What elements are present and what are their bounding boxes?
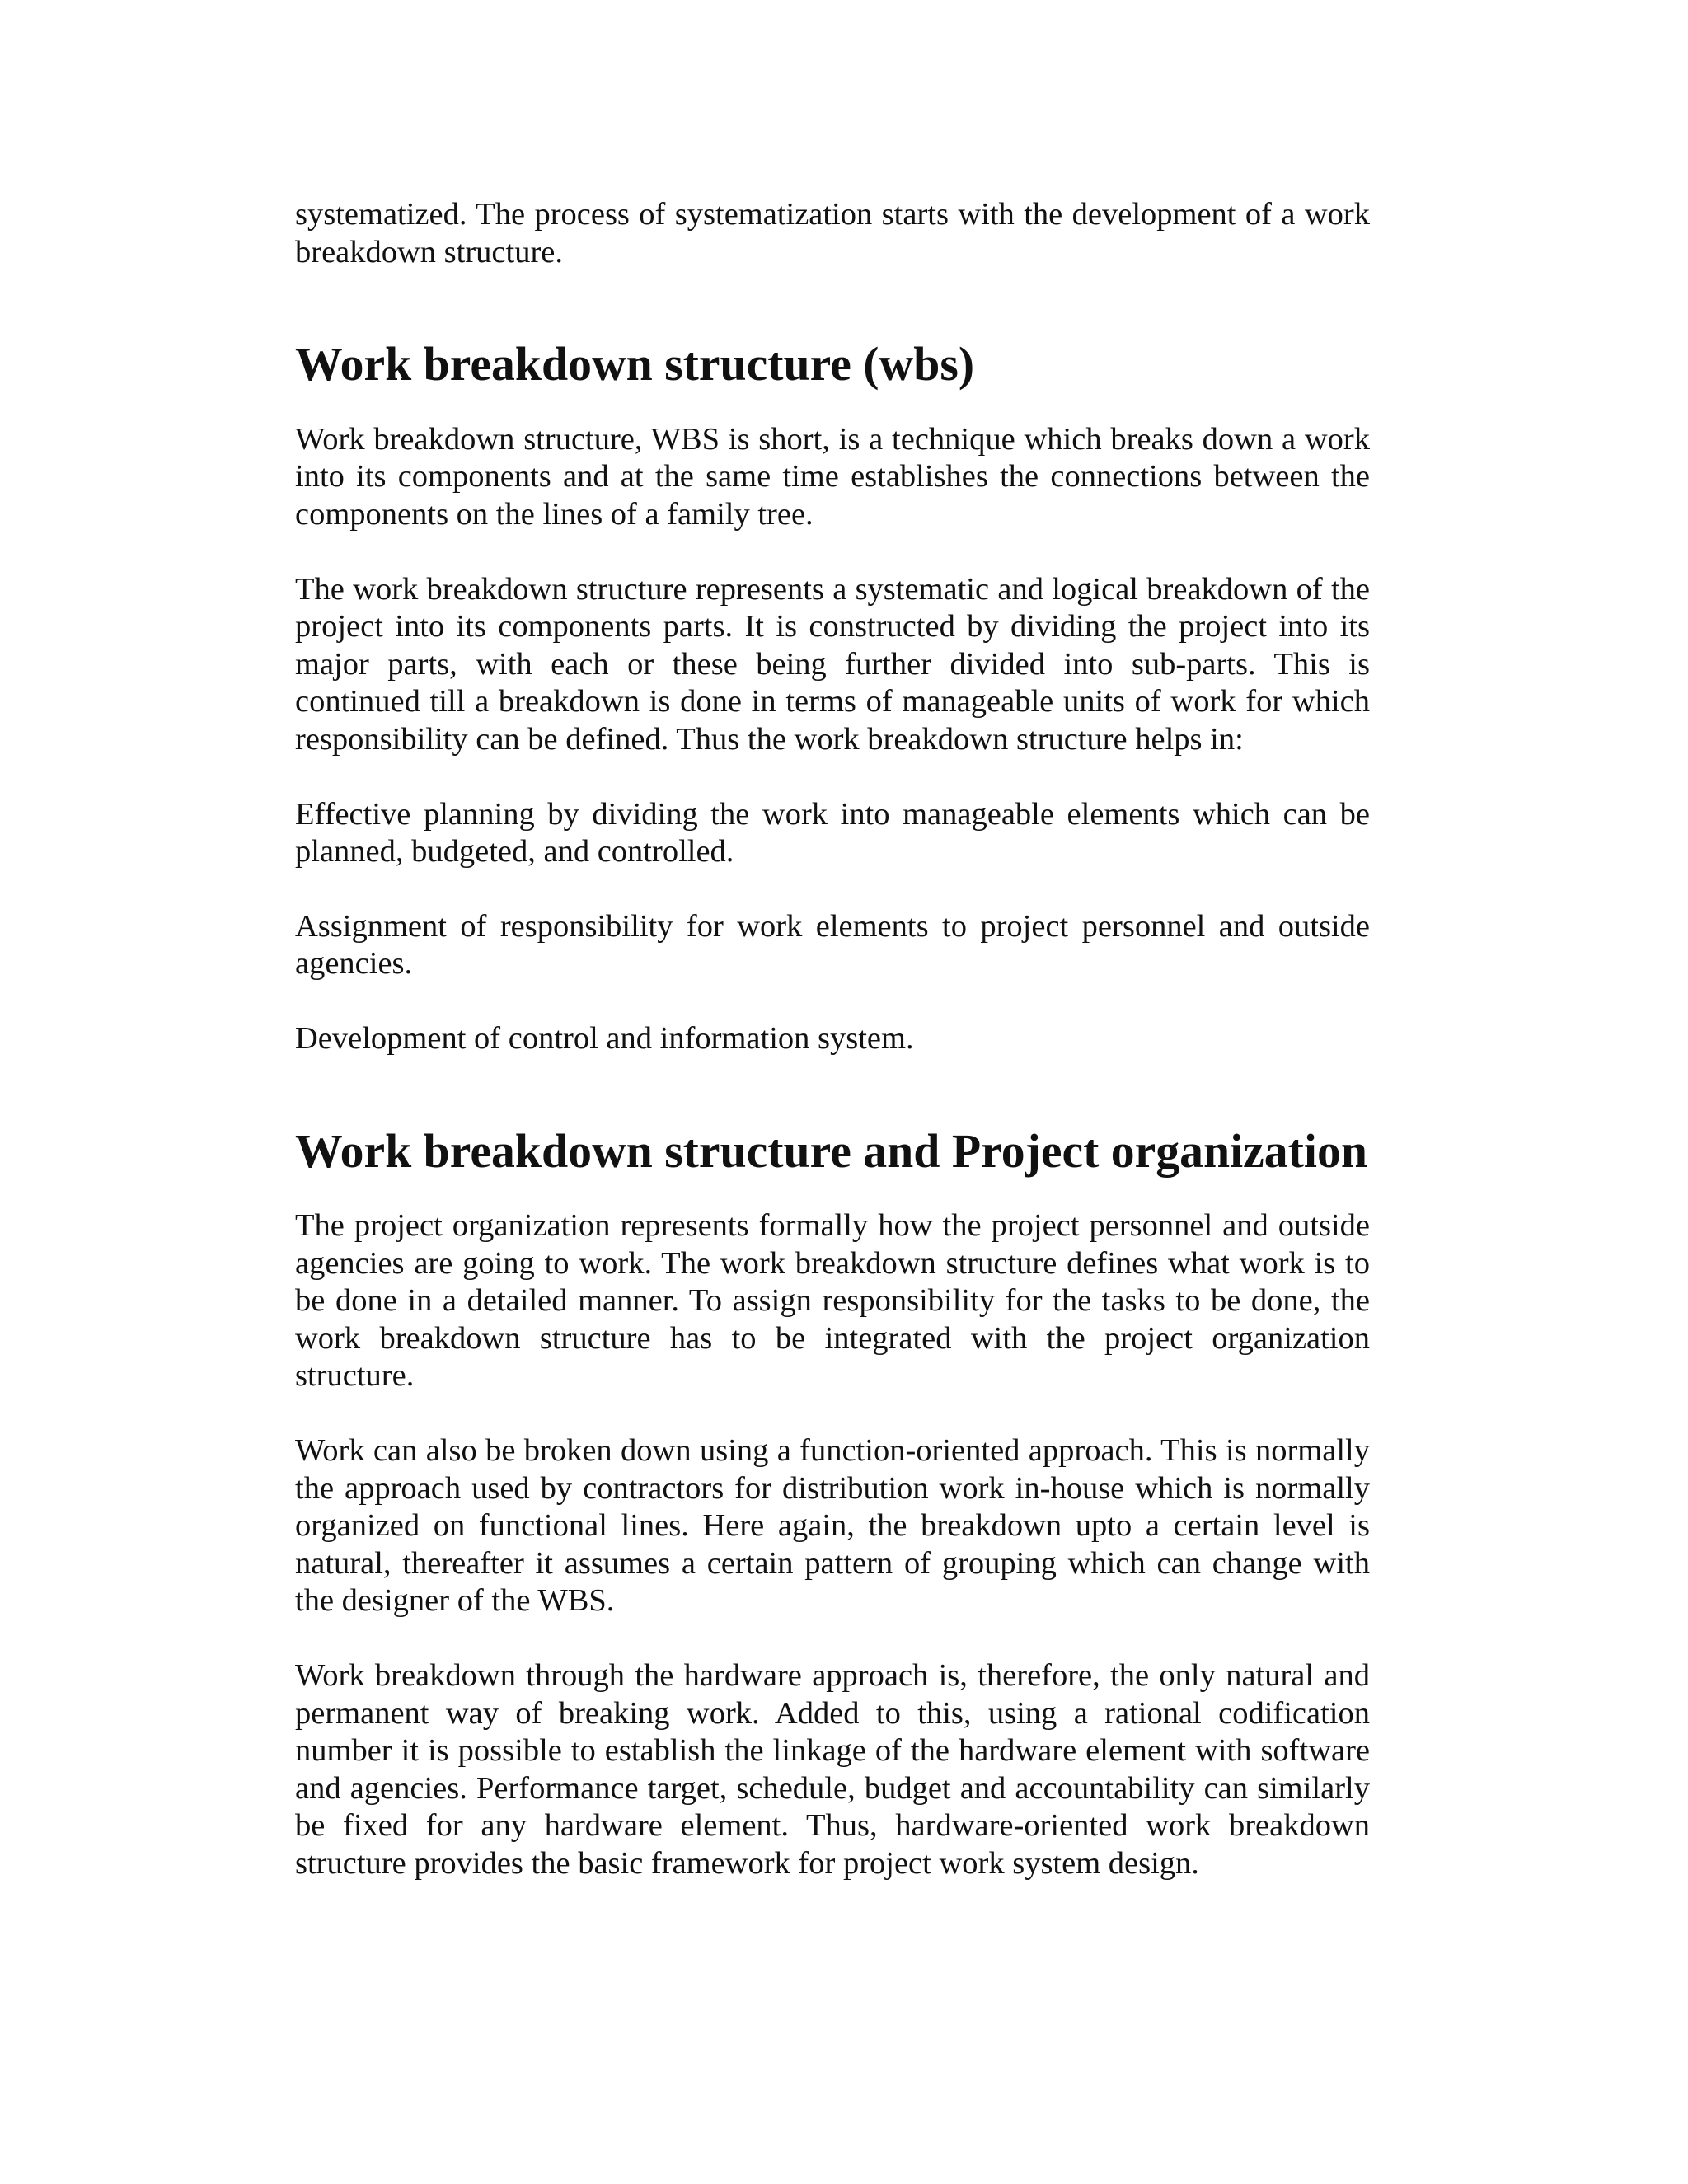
paragraph-hardware-approach: Work breakdown through the hardware approach is, therefore, the only natural and permanent way of breaking work. Added to this, using a rational codification number it is possible to establish the linkage of the hardware element with software and agencies. Performance target, schedule, budget and accountability can similarly be fixed for any hardware element. Thus, hardware-oriented work breakdown structure provides the basic framework for project work system design. xyxy=(295,1658,1370,1881)
paragraph-systematized: systematized. The process of systematization starts with the development of a work breakdown structure. xyxy=(295,197,1370,269)
paragraph-assignment-responsibility: Assignment of responsibility for work elements to project personnel and outside agencies. xyxy=(295,908,1370,982)
paragraph-wbs-represents: The work breakdown structure represents a systematic and logical breakdown of the project into its components parts. It is constructed by dividing the project into its major parts, with each or these being further divided into sub-parts. This is continued till a breakdown is done in terms of manageable units of work for which responsibility can be defined. Thus the work breakdown structure helps in: xyxy=(295,571,1370,757)
paragraph-project-organization: The project organization represents formally how the project personnel and outside agencies are going to work. The work breakdown structure defines what work is to be done in a detailed manner. To assign responsibility for the tasks to be done, the work breakdown structure has to be integrated with the project organization structure. xyxy=(295,1208,1370,1394)
paragraph-control-system: Development of control and information system. xyxy=(295,1020,914,1056)
document-page xyxy=(295,196,1370,1883)
heading-wbs-project-organization: Work breakdown structure and Project organization xyxy=(295,1125,1367,1178)
paragraph-effective-planning: Effective planning by dividing the work into manageable elements which can be planned, budgeted, and controlled. xyxy=(295,796,1370,869)
paragraph-function-oriented: Work can also be broken down using a function-oriented approach. This is normally the approach used by contractors for distribution work in-house which is normally organized on functional lines. Here again, the breakdown upto a certain level is natural, thereafter it assumes a certain pattern of grouping which can change with the designer of the WBS. xyxy=(295,1433,1370,1619)
paragraph-wbs-definition: Work breakdown structure, WBS is short, is a technique which breaks down a work into its components and at the same time establishes the connections between the components on the lines of a family tree. xyxy=(295,421,1370,532)
heading-wbs: Work breakdown structure (wbs) xyxy=(295,339,975,391)
